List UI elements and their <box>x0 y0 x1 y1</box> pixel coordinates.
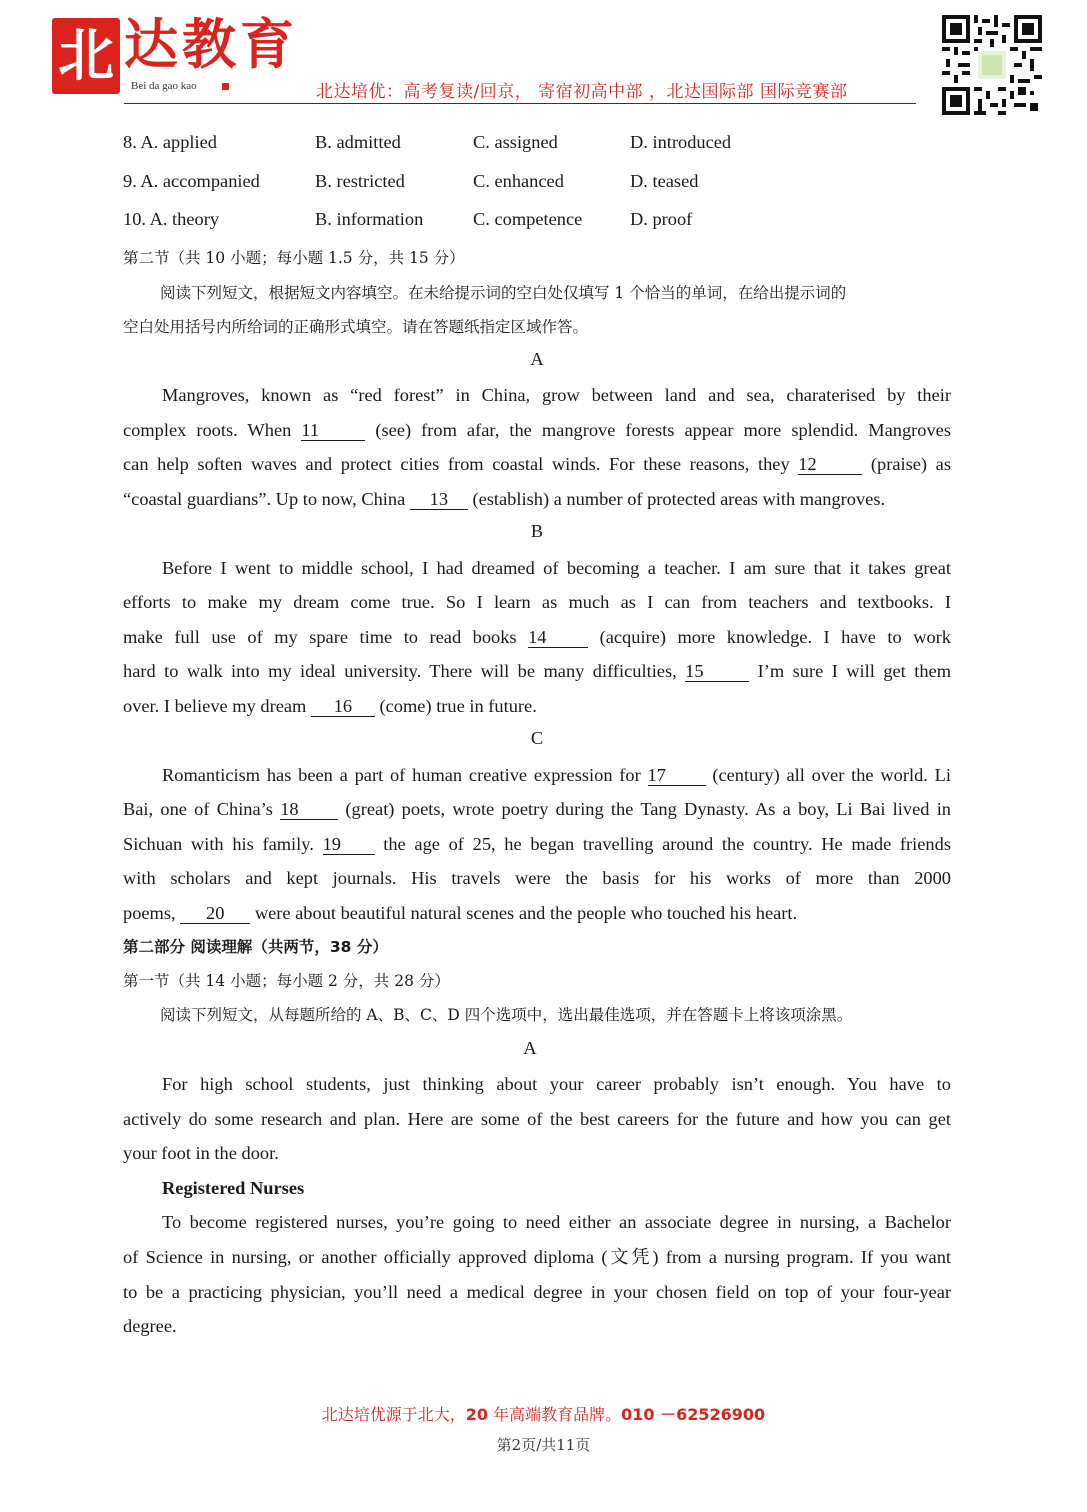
passage-c-line-5 <box>123 901 951 925</box>
reading-a-p1-line-2: actively do some research and plan. Here are some of the best careers for the future and how you can get <box>123 1109 951 1129</box>
reading-a-p2-line-4: degree. <box>123 1316 177 1336</box>
passage-a-letter: A <box>530 349 544 369</box>
qr-code-icon <box>942 15 1042 115</box>
text-span: “coastal guardians”. Up to now, China <box>123 489 410 509</box>
passage-a-line-2 <box>123 418 951 442</box>
section-instruction-line-1: 阅读下列短文，根据短文内容填空。在未给提示词的空白处仅填写 1 个恰当的单词，在给出提示词的 <box>160 284 847 302</box>
option-10d: D. proof <box>630 209 693 229</box>
page-header <box>0 0 1087 125</box>
text-span: make full use of my spare time to read books <box>123 627 529 647</box>
text-span: hard to walk into my ideal university. There will be many difficulties, <box>123 661 686 681</box>
passage-c-line-1 <box>162 763 951 787</box>
option-9d: D. teased <box>630 171 699 191</box>
blank-11: 11 <box>301 420 365 441</box>
blank-13: 13 <box>410 489 468 510</box>
reading-a-p2-line-1: To become registered nurses, you’re going to need either an associate degree in nursing, a Bachelor <box>162 1212 951 1232</box>
header-divider <box>124 103 916 104</box>
text-span: (acquire) more knowledge. I have to work <box>588 627 952 647</box>
text-span: were about beautiful natural scenes and the people who touched his heart. <box>250 903 798 923</box>
passage-c-line-4: with scholars and kept journals. His travels were the basis for his works of more than 2000 <box>123 868 951 888</box>
footer-ad-years: 20 <box>465 1405 489 1424</box>
passage-a-line-1: Mangroves, known as “red forest” in China, grow between land and sea, charaterised by their <box>162 385 951 405</box>
option-8a: 8. A. applied <box>123 132 217 152</box>
page-number: 第2页/共11页 <box>496 1436 591 1454</box>
passage-c-line-3 <box>123 832 951 856</box>
reading-a-subtitle: Registered Nurses <box>162 1178 305 1198</box>
logo-square-decor <box>222 83 229 90</box>
option-8d: D. introduced <box>630 132 732 152</box>
blank-15: 15 <box>685 661 749 682</box>
text-span: (praise) as <box>862 454 951 474</box>
reading-a-p1-line-3: your foot in the door. <box>123 1143 279 1163</box>
logo-text: 达教育 <box>124 13 298 76</box>
passage-b-line-4 <box>123 659 951 683</box>
option-10a: 10. A. theory <box>123 209 220 229</box>
blank-17: 17 <box>648 765 706 786</box>
text-span: can help soften waves and protect cities from coastal winds. For these reasons, they <box>123 454 799 474</box>
option-8c: C. assigned <box>473 132 558 152</box>
passage-a-line-3 <box>123 452 951 476</box>
text-span: (establish) a number of protected areas with mangroves. <box>467 489 886 509</box>
text-span: Bai, one of China’s <box>123 799 281 819</box>
reading-a-p2-line-2: of Science in nursing, or another officially approved diploma (文凭) from a nursing program. If you want <box>123 1247 951 1267</box>
blank-12: 12 <box>798 454 862 475</box>
part-heading: 第二部分 阅读理解（共两节，38 分） <box>123 938 388 956</box>
passage-b-line-5 <box>123 694 951 718</box>
option-10b: B. information <box>315 209 424 229</box>
reading-a-p2-line-3: to be a practicing physician, you’ll need a medical degree in your chosen field on top of your four-year <box>123 1282 951 1302</box>
passage-b-line-1: Before I went to middle school, I had dreamed of becoming a teacher. I am sure that it takes great <box>162 558 951 578</box>
blank-19: 19 <box>323 834 375 855</box>
reading-a-p1-line-1: For high school students, just thinking about your career probably isn’t enough. You have to <box>162 1074 951 1094</box>
header-tagline: 北达培优：高考复读/回京， 寄宿初高中部 ，北达国际部 国际竞赛部 <box>316 82 848 102</box>
option-9b: B. restricted <box>315 171 405 191</box>
reading-a-letter: A <box>523 1038 537 1058</box>
footer-ad-phone: 010 －62526900 <box>621 1405 766 1424</box>
passage-c-letter: C <box>530 728 544 748</box>
text-span: (see) from afar, the mangrove forests appear more splendid. Mangroves <box>365 420 951 440</box>
text-span: I’m sure I will get them <box>749 661 951 681</box>
passage-b-line-3 <box>123 625 951 649</box>
text-span: (great) poets, wrote poetry during the Tang Dynasty. As a boy, Li Bai lived in <box>338 799 951 819</box>
text-span: (come) true in future. <box>374 696 537 716</box>
footer-ad-text: 北达培优源于北大， <box>321 1405 466 1424</box>
section-instruction-line-2: 空白处用括号内所给词的正确形式填空。请在答题纸指定区域作答。 <box>123 318 589 336</box>
text-span: (century) all over the world. Li <box>705 765 952 785</box>
text-span: poems, <box>123 903 181 923</box>
passage-c-line-2 <box>123 797 951 821</box>
section-heading: 第二节（共 10 小题；每小题 1.5 分，共 15 分） <box>123 249 465 267</box>
option-10c: C. competence <box>473 209 583 229</box>
blank-14: 14 <box>528 627 588 648</box>
passage-b-line-2: efforts to make my dream come true. So I learn as much as I can from teachers and textbooks. I <box>123 592 951 612</box>
footer-advertisement <box>0 1402 1087 1425</box>
logo-glyph: 北 <box>58 23 114 89</box>
logo-pinyin: Bei da gao kao <box>131 80 197 92</box>
part-sub-heading: 第一节（共 14 小题；每小题 2 分，共 28 分） <box>123 972 450 990</box>
text-span: complex roots. When <box>123 420 302 440</box>
blank-16: 16 <box>311 696 375 717</box>
part-instruction: 阅读下列短文，从每题所给的 A、B、C、D 四个选项中，选出最佳选项，并在答题卡上将该项涂黑。 <box>160 1006 853 1024</box>
logo-mark <box>52 18 120 94</box>
option-8b: B. admitted <box>315 132 401 152</box>
text-span: the age of 25, he began travelling around the country. He made friends <box>374 834 951 854</box>
footer-ad-text: 年高端教育品牌。 <box>488 1405 622 1424</box>
passage-b-letter: B <box>530 521 544 541</box>
text-span: Sichuan with his family. <box>123 834 323 854</box>
text-span: over. I believe my dream <box>123 696 311 716</box>
option-9c: C. enhanced <box>473 171 564 191</box>
option-9a: 9. A. accompanied <box>123 171 260 191</box>
text-span: Romanticism has been a part of human creative expression for <box>162 765 648 785</box>
blank-18: 18 <box>280 799 338 820</box>
passage-a-line-4 <box>123 487 951 511</box>
blank-20: 20 <box>180 903 250 924</box>
